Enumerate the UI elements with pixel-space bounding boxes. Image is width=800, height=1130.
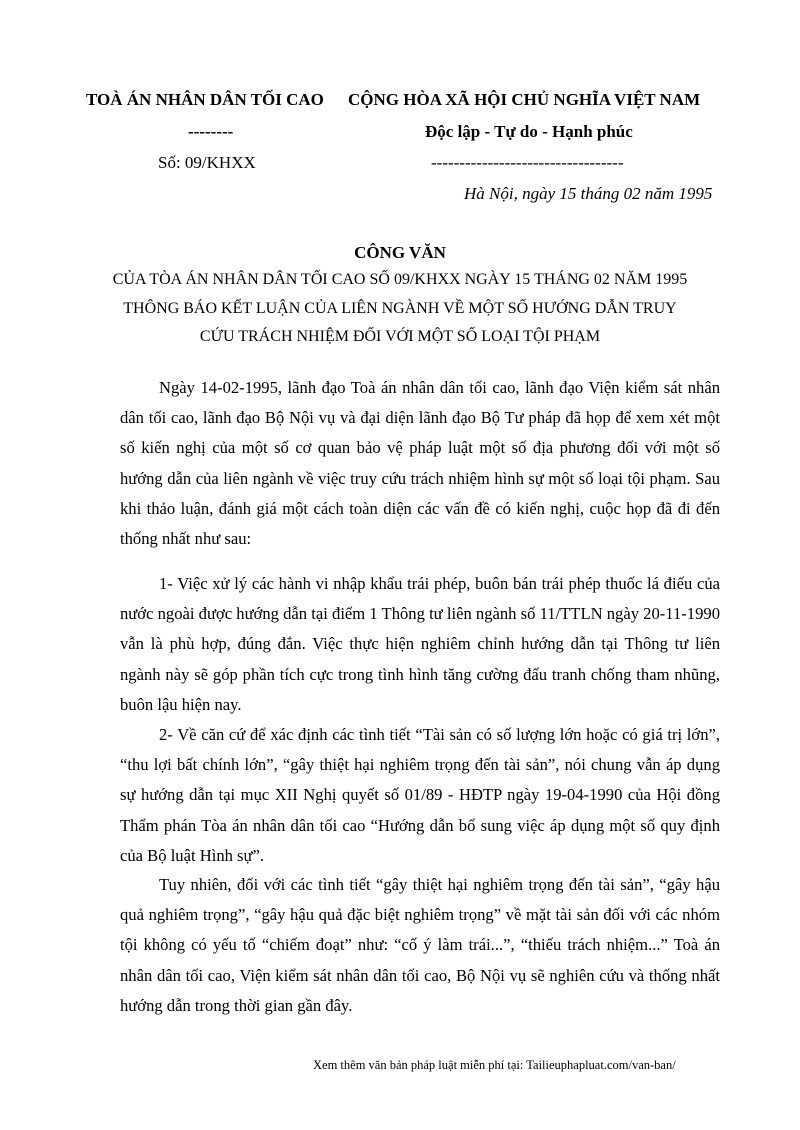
agency-separator: -------- (188, 122, 234, 141)
national-motto: Độc lập - Tự do - Hạnh phúc (425, 122, 633, 141)
body-paragraph: Ngày 14-02-1995, lãnh đạo Toà án nhân dân tối cao, lãnh đạo Viện kiểm sát nhân dân tối cao, lãnh đạo Bộ Nội vụ và đại diện lãnh đạo Bộ Tư pháp đã họp để xem xét một số kiến nghị của một số cơ quan bảo vệ pháp luật một số địa phương đối với một số hướng dẫn của liên ngành về việc truy cứu trách nhiệm hình sự một số loại tội phạm. Sau khi thảo luận, đánh giá một cách toàn diện các vấn đề có kiến nghị, cuộc họp đã đi đến thống nhất như sau: (120, 378, 720, 549)
issuing-agency: TOÀ ÁN NHÂN DÂN TỐI CAO (86, 90, 324, 109)
footer-source-note: Xem thêm văn bản pháp luật miễn phí tại: Tailieuphapluat.com/van-ban/ (313, 1058, 676, 1072)
body-paragraph: 2- Về căn cứ để xác định các tình tiết “Tài sản có số lượng lớn hoặc có giá trị lớn”, “thu lợi bất chính lớn”, “gây thiệt hại nghiêm trọng đến tài sản”, nói chung vẫn áp dụng sự hướng dẫn tại mục XII Nghị quyết số 01/89 - HĐTP ngày 19-04-1990 của Hội đồng Thẩm phán Tòa án nhân dân tối cao “Hướng dẫn bổ sung việc áp dụng một số quy định của Bộ luật Hình sự”. (120, 725, 720, 865)
body-paragraph: 1- Việc xử lý các hành vi nhập khẩu trái phép, buôn bán trái phép thuốc lá điếu của nước ngoài được hướng dẫn tại điểm 1 Thông tư liên ngành số 11/TTLN ngày 20-11-1990 vẫn là phù hợp, đúng đắn. Việc thực hiện nghiêm chỉnh hướng dẫn tại Thông tư liên ngành này sẽ góp phần tích cực trong tình hình tăng cường đấu tranh chống tham nhũng, buôn lậu hiện nay. (120, 574, 720, 714)
document-subtitle-line: CỨU TRÁCH NHIỆM ĐỐI VỚI MỘT SỐ LOẠI TỘI PHẠM (199, 328, 601, 345)
document-subtitle-line: THÔNG BÁO KẾT LUẬN CỦA LIÊN NGÀNH VỀ MỘT SỐ HƯỚNG DẪN TRUY (123, 300, 677, 317)
document-type-title: CÔNG VĂN (354, 243, 446, 262)
document-subtitle-line: CỦA TÒA ÁN NHÂN DÂN TỐI CAO SỐ 09/KHXX NGÀY 15 THÁNG 02 NĂM 1995 (112, 271, 688, 288)
body-paragraph: Tuy nhiên, đối với các tình tiết “gây thiệt hại nghiêm trọng đến tài sản”, “gây hậu quả nghiêm trọng”, “gây hậu quả đặc biệt nghiêm trọng” về mặt tài sản đối với các nhóm tội không có yếu tố “chiếm đoạt” như: “cố ý làm trái...”, “thiếu trách nhiệm...” Toà án nhân dân tối cao, Viện kiểm sát nhân dân tối cao, Bộ Nội vụ sẽ nghiên cứu và thống nhất hướng dẫn trong thời gian gần đây. (120, 875, 720, 1015)
place-and-date: Hà Nội, ngày 15 tháng 02 năm 1995 (464, 184, 713, 203)
motto-separator: ---------------------------------- (431, 153, 624, 172)
national-title: CỘNG HÒA XÃ HỘI CHỦ NGHĨA VIỆT NAM (348, 90, 701, 109)
document-number: Số: 09/KHXX (158, 153, 256, 172)
